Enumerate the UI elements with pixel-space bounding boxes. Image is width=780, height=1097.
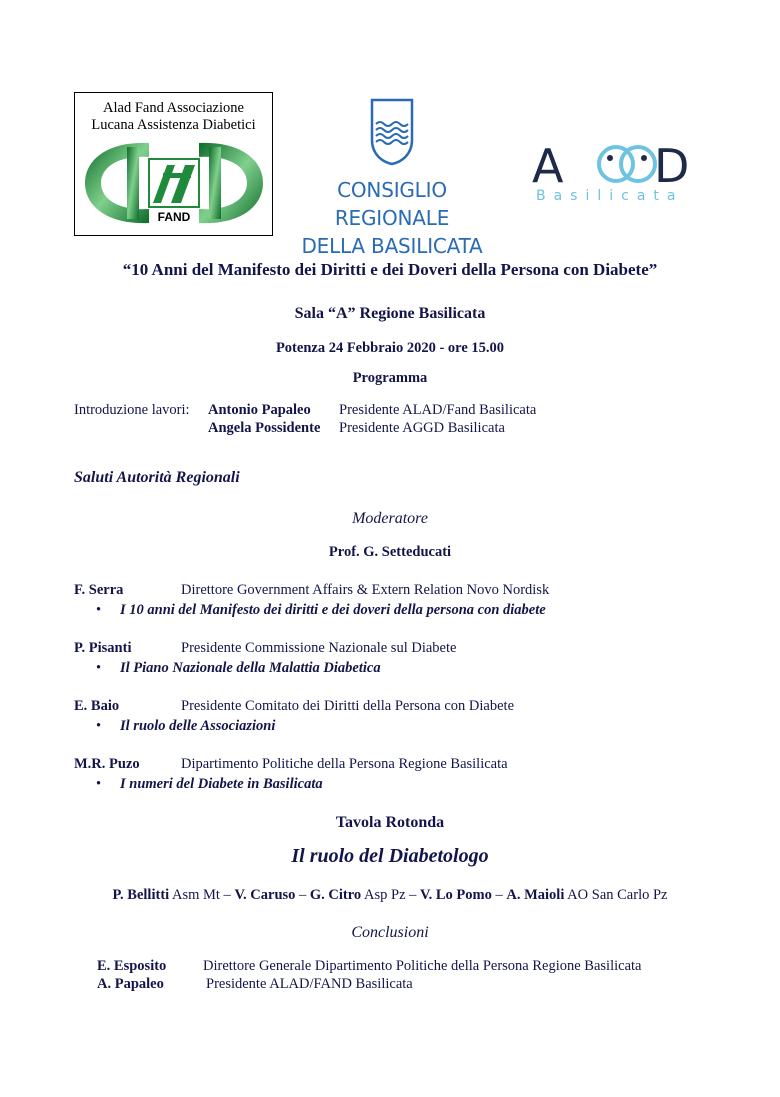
bullet-icon: • <box>96 776 102 792</box>
bullet-icon: • <box>96 602 102 618</box>
talk-topic: • I numeri del Diabete in Basilicata <box>96 776 323 792</box>
event-venue: Sala “A” Regione Basilicata <box>294 305 486 322</box>
talk-role: Direttore Government Affairs & Extern Relation Novo Nordisk <box>181 582 550 598</box>
intro-label: Introduzione lavori: <box>74 402 190 418</box>
alad-fand-logo <box>74 92 273 236</box>
participant-name: V. Lo Pomo <box>420 887 492 903</box>
conclusioni-speaker-name: A. Papaleo <box>97 976 164 992</box>
talk-speaker: M.R. Puzo <box>74 756 140 772</box>
participant-affiliation: Asm Mt – <box>169 887 235 903</box>
fand-emblem-icon <box>79 137 269 232</box>
tavola-subtitle: Il ruolo del Diabetologo <box>291 845 489 867</box>
aggd-letter-a: A <box>532 139 564 193</box>
talk-speaker: F. Serra <box>74 582 124 598</box>
moderatore-label: Moderatore <box>352 510 428 527</box>
event-title: “10 Anni del Manifesto dei Diritti e dei Doveri della Persona con Diabete” <box>122 260 658 279</box>
saluti-heading: Saluti Autorità Regionali <box>74 469 240 486</box>
talk-topic: • Il ruolo delle Associazioni <box>96 718 276 734</box>
alad-logo-line1: Alad Fand Associazione <box>103 100 244 116</box>
consiglio-regionale-logo <box>286 176 498 260</box>
consiglio-line1: CONSIGLIO REGIONALE <box>334 178 450 230</box>
regione-basilicata-crest-icon <box>370 98 414 166</box>
aggd-letter-d: D <box>654 139 690 193</box>
participant-affiliation: – <box>295 887 310 903</box>
aggd-subtitle: Basilicata <box>536 188 684 204</box>
talk-speaker: P. Pisanti <box>74 640 132 656</box>
talk-topic: • I 10 anni del Manifesto dei diritti e dei doveri della persona con diabete <box>96 602 546 618</box>
aggd-basilicata-logo <box>530 122 710 212</box>
talk-topic: • Il Piano Nazionale della Malattia Diabetica <box>96 660 381 676</box>
tavola-participants <box>0 887 780 904</box>
tavola-rotonda-heading: Tavola Rotonda <box>335 814 445 831</box>
participant-affiliation: – <box>491 887 507 903</box>
participant-affiliation: Asp Pz – <box>361 887 421 903</box>
moderatore-name: Prof. G. Setteducati <box>328 544 452 560</box>
participant-name: G. Citro <box>309 887 362 903</box>
alad-logo-line2: Lucana Assistenza Diabetici <box>91 117 256 133</box>
conclusioni-speaker-role: Presidente ALAD/FAND Basilicata <box>206 976 413 992</box>
intro-speaker-role: Presidente AGGD Basilicata <box>339 420 505 436</box>
aggd-g-right-icon <box>621 147 655 181</box>
consiglio-line2: DELLA BASILICATA <box>301 234 483 258</box>
conclusioni-speaker-name: E. Esposito <box>97 958 167 974</box>
conclusioni-speaker-role: Direttore Generale Dipartimento Politiche della Persona Regione Basilicata <box>203 958 642 974</box>
conclusioni-heading: Conclusioni <box>351 924 429 941</box>
participant-name: V. Caruso <box>234 887 296 903</box>
participant-name: A. Maioli <box>506 887 565 903</box>
intro-speaker-name: Antonio Papaleo <box>208 402 311 418</box>
participant-name: P. Bellitti <box>112 887 170 903</box>
intro-speaker-name: Angela Possidente <box>208 420 321 436</box>
talk-speaker: E. Baio <box>74 698 120 714</box>
talk-role: Presidente Commissione Nazionale sul Diabete <box>181 640 457 656</box>
participant-affiliation: AO San Carlo Pz <box>564 887 668 903</box>
talk-role: Presidente Comitato dei Diritti della Persona con Diabete <box>181 698 515 714</box>
intro-speaker-role: Presidente ALAD/Fand Basilicata <box>339 402 537 418</box>
fand-emblem-text: FAND <box>157 210 191 224</box>
bullet-icon: • <box>96 718 102 734</box>
event-datetime: Potenza 24 Febbraio 2020 - ore 15.00 <box>275 340 505 356</box>
talk-role: Dipartimento Politiche della Persona Regione Basilicata <box>181 756 508 772</box>
programma-heading: Programma <box>352 370 428 386</box>
bullet-icon: • <box>96 660 102 676</box>
